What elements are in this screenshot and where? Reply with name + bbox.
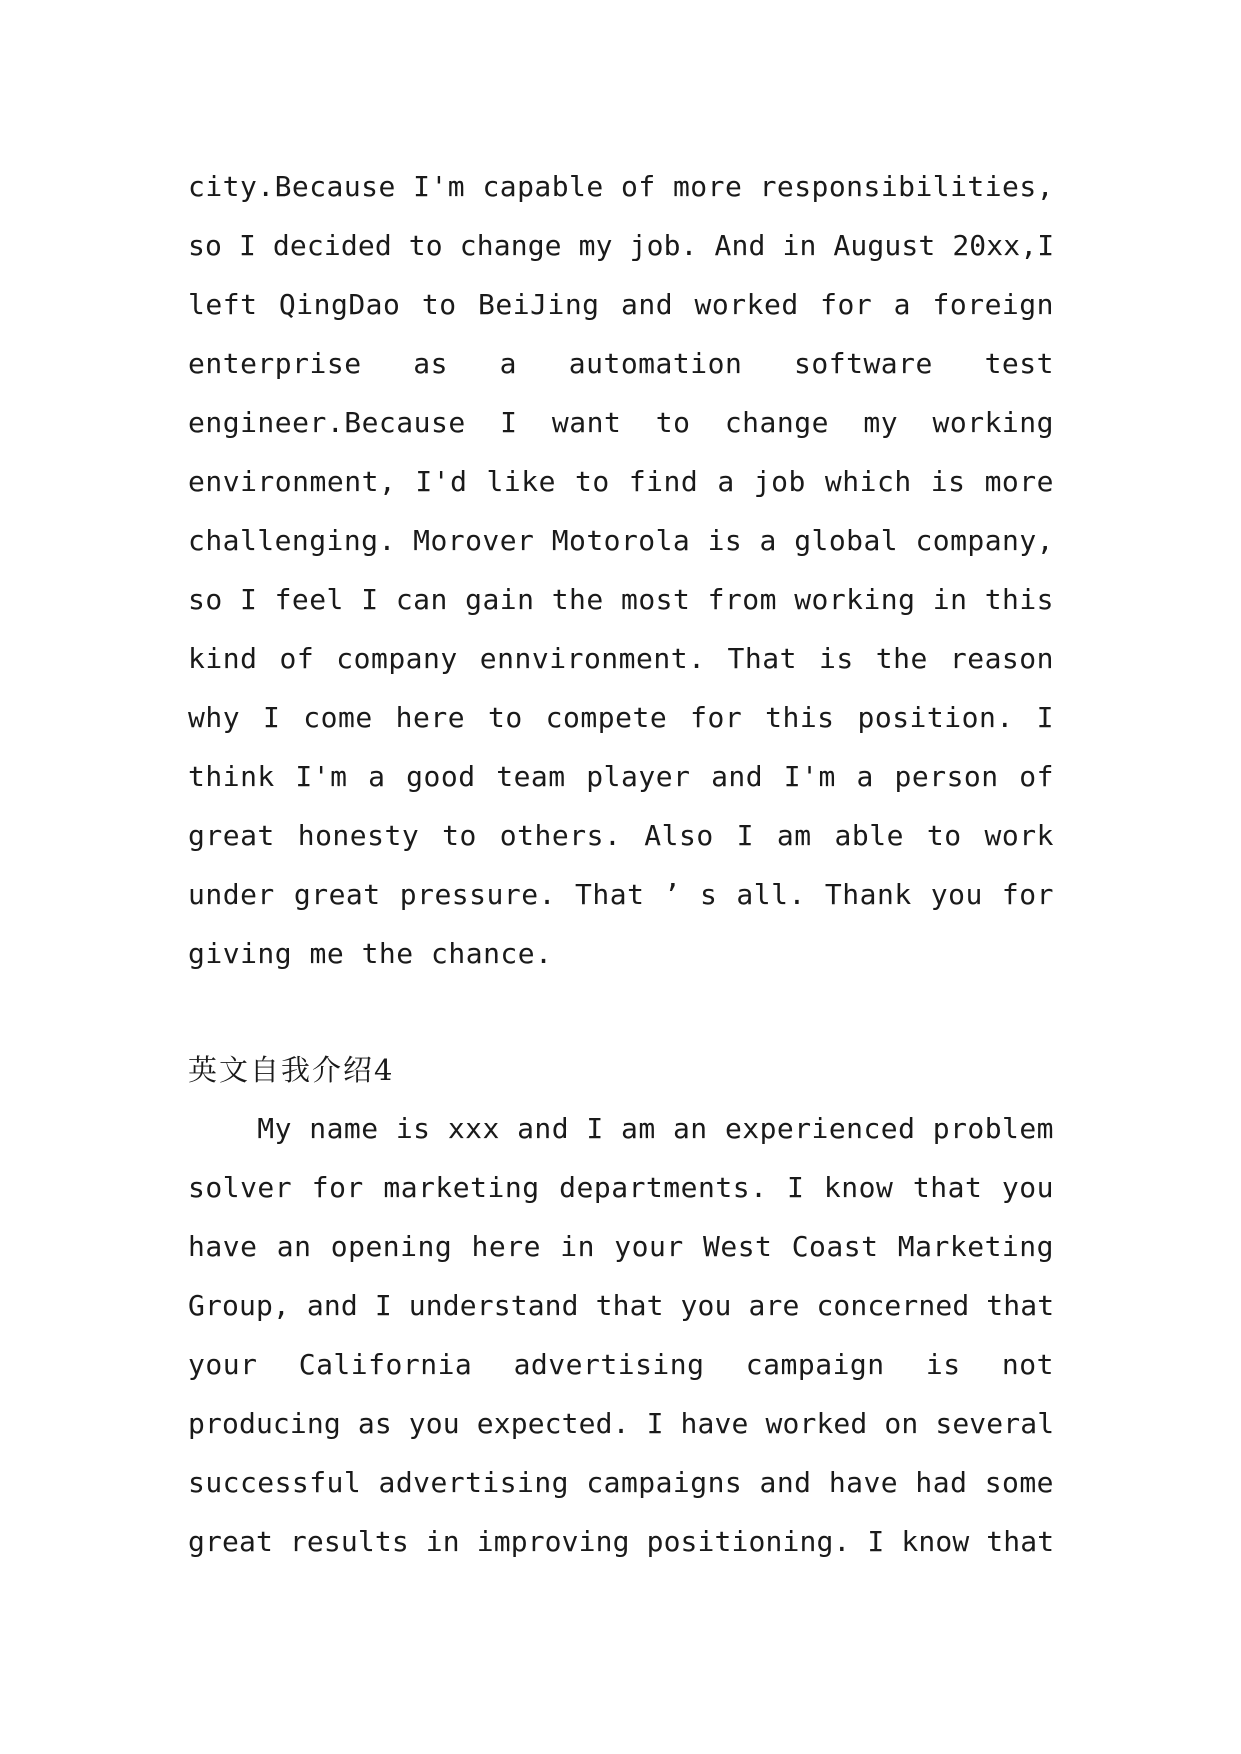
paragraph-line: environment, I'd like to find a job which is more [188,465,1054,498]
paragraph-line: why I come here to compete for this position. I [188,701,1054,734]
paragraph-line: challenging. Morover Motorola is a global company, [188,524,1054,557]
paragraph-line: your California advertising campaign is not [188,1348,1054,1381]
paragraph-line: enterprise as a automation software test [188,347,1054,380]
paragraph-line: so I feel I can gain the most from working in this [188,583,1054,616]
paragraph-line: giving me the chance. [188,937,553,970]
paragraph-line: think I'm a good team player and I'm a person of [188,760,1054,793]
paragraph-line: kind of company ennvironment. That is the reason [188,642,1054,675]
paragraph-line: great results in improving positioning. I know that [188,1525,1055,1558]
paragraph-line: so I decided to change my job. And in August 20xx,I [188,229,1055,262]
paragraph-line: producing as you expected. I have worked on several [188,1407,1055,1440]
paragraph-line: have an opening here in your West Coast Marketing [188,1230,1054,1263]
paragraph-line: successful advertising campaigns and have had some [188,1466,1054,1499]
paragraph-line: under great pressure. That ’ s all. Thank you for [188,878,1054,911]
paragraph-line: left QingDao to BeiJing and worked for a foreign [188,288,1054,321]
section-heading: 英文自我介绍4 [188,1053,395,1087]
paragraph-line: engineer.Because I want to change my working [188,406,1054,439]
paragraph-line: great honesty to others. Also I am able to work [188,819,1054,852]
paragraph-line: Group, and I understand that you are concerned that [188,1289,1055,1322]
paragraph-line: city.Because I'm capable of more responsibilities, [188,170,1054,203]
paragraph-line: solver for marketing departments. I know that you [188,1171,1054,1204]
paragraph-line: My name is xxx and I am an experienced problem [188,1112,1054,1145]
